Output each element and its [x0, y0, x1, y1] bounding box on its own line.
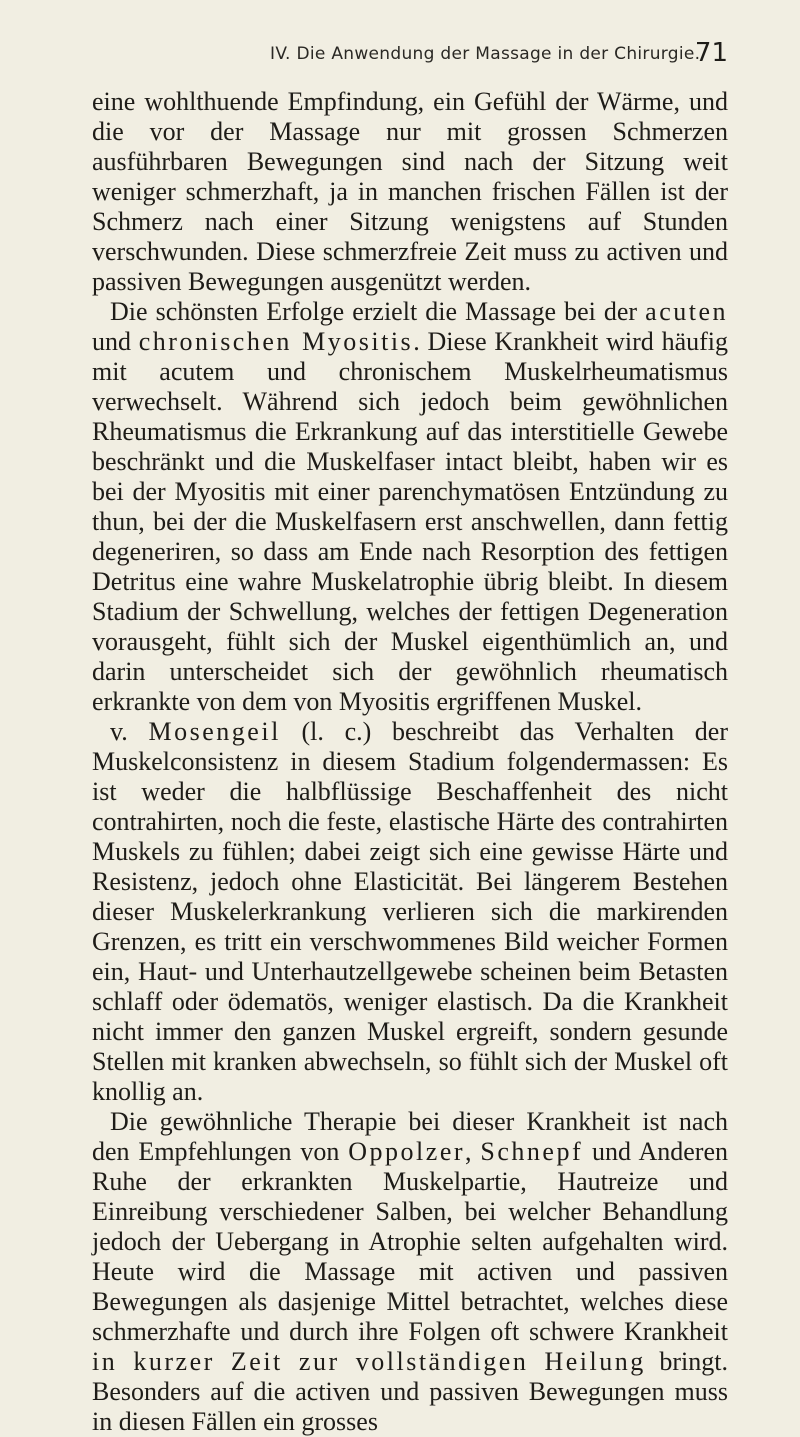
emphasized-text: in kurzer Zeit zur vollständigen Heilung — [92, 1347, 646, 1376]
page-header — [92, 38, 728, 74]
text-run: v. — [110, 717, 149, 746]
emphasized-text: Mosengeil — [148, 717, 281, 746]
text-run: Die gewöhnliche Therapie bei dieser Krankheit ist nach den Empfehlungen von — [92, 1107, 728, 1166]
text-run: eine wohlthuende Empfindung, ein Gefühl der Wärme, und die vor der Massage nur mit grossen Schmerzen ausführbaren Bewegungen sind nach der Sitzung weit weniger schmerzhaft, ja in manchen frischen Fällen ist der Schmerz nach einer Sitzung wenigstens auf Stunden verschwunden. Diese schmerzfreie Zeit muss zu activen und passiven Bewegungen ausgenützt werden. — [92, 87, 728, 296]
text-run: , — [465, 1137, 481, 1166]
running-head: IV. Die Anwendung der Massage in der Chirurgie. — [270, 44, 701, 64]
paragraph — [92, 1107, 728, 1437]
text-run: und — [92, 327, 139, 356]
text-run: bringt. Besonders auf die activen und passiven Bewegungen muss in diesen Fällen ein grosses — [92, 1347, 728, 1436]
text-run: . Diese Krankheit wird häufig mit acutem und chronischem Muskelrheumatismus verwechselt. Während sich jedoch beim gewöhnlichen Rheumatismus die Erkrankung auf das interstitielle Gewebe beschränkt und die Muskelfaser intact bleibt, haben wir es bei der Myositis mit einer parenchymatösen Entzündung zu thun, bei der die Muskelfasern erst anschwellen, dann fettig degeneriren, so dass am Ende nach Resorption des fettigen Detritus eine wahre Muskelatrophie übrig bleibt. In diesem Stadium der Schwellung, welches der fettigen Degeneration vorausgeht, fühlt sich der Muskel eigenthümlich an, und darin unterscheidet sich der gewöhnlich rheumatisch erkrankte von dem von Myositis ergriffenen Muskel. — [92, 327, 728, 716]
emphasized-text: chronischen Myositis — [138, 327, 414, 356]
text-run: und Anderen Ruhe der erkrankten Muskelpartie, Hautreize und Einreibung verschiedener Salben, bei welcher Behandlung jedoch der Uebergang in Atrophie selten aufgehalten wird. Heute wird die Massage mit activen und passiven Bewegungen als dasjenige Mittel betrachtet, welches diese schmerzhafte und durch ihre Folgen oft schwere Krankheit — [92, 1137, 728, 1346]
page-number: 71 — [694, 38, 728, 68]
paragraph — [92, 87, 728, 297]
emphasized-text: Schnepf — [480, 1137, 584, 1166]
emphasized-text: acuten — [645, 297, 728, 326]
body-text — [92, 87, 728, 1437]
text-run: (l. c.) beschreibt das Verhalten der Muskelconsistenz in diesem Stadium folgendermassen: Es ist weder die halbflüssige Beschaffenheit des nicht contrahirten, noch die feste, elastische Härte des contrahirten Muskels zu fühlen; dabei zeigt sich eine gewisse Härte und Resistenz, jedoch ohne Elasticität. Bei längerem Bestehen dieser Muskelerkrankung verlieren sich die markirenden Grenzen, es tritt ein verschwommenes Bild weicher Formen ein, Haut- und Unterhautzellgewebe scheinen beim Betasten schlaff oder ödematös, weniger elastisch. Da die Krankheit nicht immer den ganzen Muskel ergreift, sondern gesunde Stellen mit kranken abwechseln, so fühlt sich der Muskel oft knollig an. — [92, 717, 728, 1106]
text-run: Die schönsten Erfolge erzielt die Massage bei der — [110, 297, 646, 326]
paragraph — [92, 717, 728, 1107]
emphasized-text: Oppolzer — [348, 1137, 466, 1166]
paragraph — [92, 297, 728, 717]
